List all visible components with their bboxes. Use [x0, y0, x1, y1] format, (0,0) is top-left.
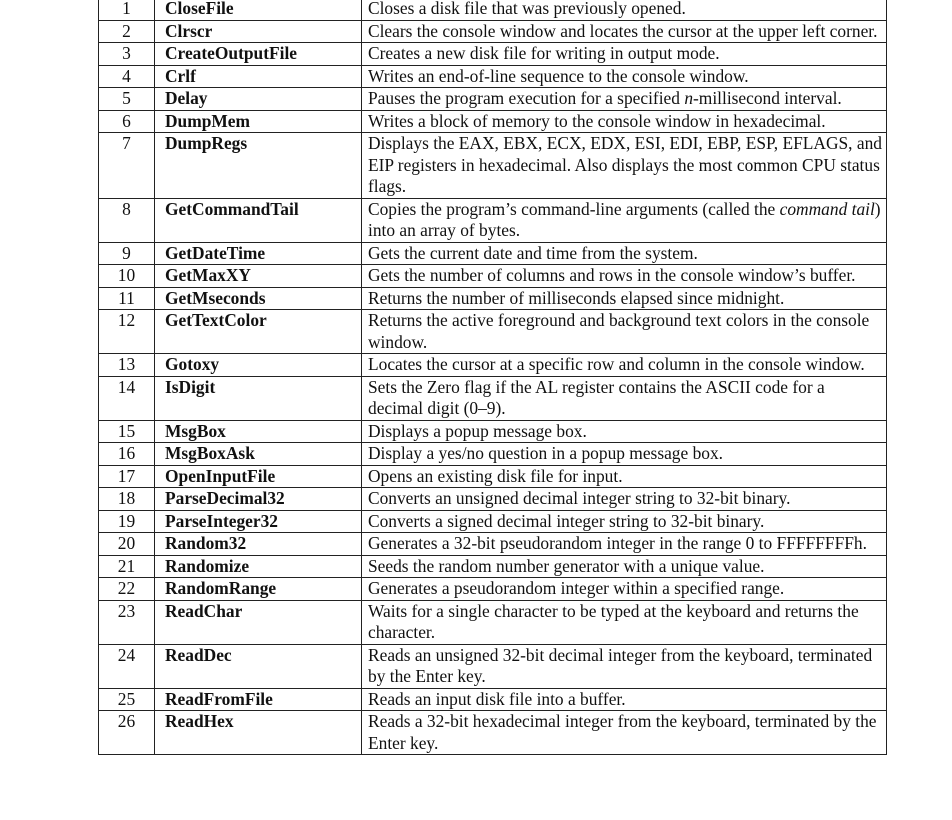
description-text: Reads an unsigned 32-bit decimal integer from the keyboard, terminated by the Enter key. [368, 644, 873, 686]
description-cell [362, 578, 887, 601]
description-cell [362, 600, 887, 644]
description-text: Generates a 32-bit pseudorandom integer in the range 0 to FFFFFFFFh. [368, 533, 867, 553]
row-number-cell: 7 [99, 133, 155, 199]
table-row [99, 420, 887, 443]
table-row [99, 198, 887, 242]
description-cell [362, 110, 887, 133]
row-number-cell: 11 [99, 287, 155, 310]
procedure-name-cell: Random32 [155, 533, 362, 556]
description-italic-text: command tail [779, 198, 875, 219]
table-row [99, 488, 887, 511]
procedure-name-cell: Crlf [155, 65, 362, 88]
table-row [99, 0, 887, 20]
table-row [99, 133, 887, 199]
description-text: Gets the number of columns and rows in the console window’s buffer. [368, 265, 856, 285]
row-number-cell: 23 [99, 600, 155, 644]
description-text: Pauses the program execution for a specified [368, 88, 685, 108]
procedure-name-cell: ReadFromFile [155, 688, 362, 711]
description-text: Sets the Zero flag if the AL register contains the ASCII code for a decimal digit (0–9). [368, 376, 825, 418]
procedure-name-cell: ReadHex [155, 711, 362, 755]
description-cell [362, 88, 887, 111]
procedure-name-cell: DumpRegs [155, 133, 362, 199]
procedure-name-cell: Clrscr [155, 20, 362, 43]
description-text: Returns the number of milliseconds elapsed since midnight. [368, 287, 785, 308]
procedure-name-cell: Gotoxy [155, 354, 362, 377]
description-cell [362, 555, 887, 578]
table-row [99, 688, 887, 711]
row-number-cell: 12 [99, 310, 155, 354]
procedure-name-cell: ReadChar [155, 600, 362, 644]
table-row [99, 578, 887, 601]
description-cell [362, 533, 887, 556]
table-row [99, 287, 887, 310]
table-row [99, 376, 887, 420]
description-cell [362, 465, 887, 488]
description-cell [362, 644, 887, 688]
table-row [99, 265, 887, 288]
description-text: Reads a 32-bit hexadecimal integer from the keyboard, terminated by the Enter key. [368, 711, 877, 753]
row-number-cell: 9 [99, 242, 155, 265]
description-text: Writes a block of memory to the console window in hexadecimal. [368, 110, 826, 131]
description-text: Closes a disk file that was previously opened. [368, 0, 686, 18]
description-cell [362, 242, 887, 265]
procedure-name-cell: CreateOutputFile [155, 43, 362, 66]
procedure-table-body [99, 0, 887, 755]
description-text: Displays a popup message box. [368, 420, 587, 441]
description-cell [362, 310, 887, 354]
description-cell [362, 0, 887, 20]
row-number-cell: 15 [99, 420, 155, 443]
description-text: Display a yes/no question in a popup message box. [368, 443, 724, 463]
procedure-name-cell: OpenInputFile [155, 465, 362, 488]
row-number-cell: 21 [99, 555, 155, 578]
description-text: Gets the current date and time from the system. [368, 242, 698, 263]
procedure-name-cell: ParseInteger32 [155, 510, 362, 533]
description-italic-text: n [684, 88, 694, 108]
procedure-name-cell: GetCommandTail [155, 198, 362, 242]
description-cell [362, 65, 887, 88]
row-number-cell: 3 [99, 43, 155, 66]
description-text: Returns the active foreground and background text colors in the console window. [368, 310, 870, 352]
table-row [99, 443, 887, 466]
description-text: Reads an input disk file into a buffer. [368, 688, 626, 709]
description-cell [362, 133, 887, 199]
description-cell [362, 43, 887, 66]
table-row [99, 242, 887, 265]
description-text: Writes an end-of-line sequence to the console window. [368, 65, 749, 86]
row-number-cell: 13 [99, 354, 155, 377]
row-number-cell: 1 [99, 0, 155, 20]
table-row [99, 711, 887, 755]
procedure-name-cell: ParseDecimal32 [155, 488, 362, 511]
procedure-name-cell: Delay [155, 88, 362, 111]
procedure-name-cell: GetMseconds [155, 287, 362, 310]
description-cell [362, 488, 887, 511]
procedure-name-cell: MsgBox [155, 420, 362, 443]
table-row [99, 510, 887, 533]
procedure-name-cell: GetDateTime [155, 242, 362, 265]
description-cell [362, 20, 887, 43]
row-number-cell: 18 [99, 488, 155, 511]
table-row [99, 65, 887, 88]
description-text: Converts an unsigned decimal integer string to 32-bit binary. [368, 488, 791, 508]
procedure-name-cell: GetMaxXY [155, 265, 362, 288]
table-row [99, 600, 887, 644]
row-number-cell: 8 [99, 198, 155, 242]
row-number-cell: 4 [99, 65, 155, 88]
row-number-cell: 10 [99, 265, 155, 288]
table-row [99, 644, 887, 688]
row-number-cell: 6 [99, 110, 155, 133]
description-cell [362, 354, 887, 377]
procedure-name-cell: GetTextColor [155, 310, 362, 354]
description-text: Opens an existing disk file for input. [368, 465, 623, 486]
row-number-cell: 5 [99, 88, 155, 111]
table-row [99, 354, 887, 377]
description-text: Creates a new disk file for writing in output mode. [368, 43, 720, 63]
table-row [99, 43, 887, 66]
description-text: Displays the EAX, EBX, ECX, EDX, ESI, EDI, EBP, ESP, EFLAGS, and EIP registers in hexadecimal. Also displays the most common CPU status flags. [368, 133, 882, 196]
procedure-name-cell: RandomRange [155, 578, 362, 601]
row-number-cell: 16 [99, 443, 155, 466]
procedure-name-cell: MsgBoxAsk [155, 443, 362, 466]
row-number-cell: 19 [99, 510, 155, 533]
procedure-name-cell: Randomize [155, 555, 362, 578]
description-text: Copies the program’s command-line arguments (called the [368, 198, 780, 219]
procedure-name-cell: CloseFile [155, 0, 362, 20]
row-number-cell: 2 [99, 20, 155, 43]
description-cell [362, 711, 887, 755]
description-cell [362, 198, 887, 242]
table-row [99, 465, 887, 488]
table-row [99, 533, 887, 556]
table-row [99, 110, 887, 133]
row-number-cell: 25 [99, 688, 155, 711]
table-row [99, 555, 887, 578]
description-text: Seeds the random number generator with a unique value. [368, 555, 765, 576]
description-text: ) into an array of bytes. [368, 198, 881, 240]
procedure-name-cell: DumpMem [155, 110, 362, 133]
description-cell [362, 265, 887, 288]
row-number-cell: 26 [99, 711, 155, 755]
description-text: Clears the console window and locates the cursor at the upper left corner. [368, 20, 878, 41]
description-text: Waits for a single character to be typed at the keyboard and returns the character. [368, 600, 859, 642]
description-cell [362, 420, 887, 443]
row-number-cell: 14 [99, 376, 155, 420]
description-text: Generates a pseudorandom integer within a specified range. [368, 578, 785, 598]
description-cell [362, 443, 887, 466]
procedure-name-cell: IsDigit [155, 376, 362, 420]
table-row [99, 88, 887, 111]
table-row [99, 310, 887, 354]
table-row [99, 20, 887, 43]
description-cell [362, 287, 887, 310]
description-text: Converts a signed decimal integer string to 32-bit binary. [368, 510, 765, 531]
row-number-cell: 24 [99, 644, 155, 688]
procedure-table [98, 0, 887, 755]
row-number-cell: 20 [99, 533, 155, 556]
description-text: Locates the cursor at a specific row and column in the console window. [368, 354, 865, 374]
row-number-cell: 17 [99, 465, 155, 488]
procedure-name-cell: ReadDec [155, 644, 362, 688]
description-cell [362, 510, 887, 533]
description-cell [362, 688, 887, 711]
row-number-cell: 22 [99, 578, 155, 601]
description-text: -millisecond interval. [693, 88, 842, 108]
description-cell [362, 376, 887, 420]
